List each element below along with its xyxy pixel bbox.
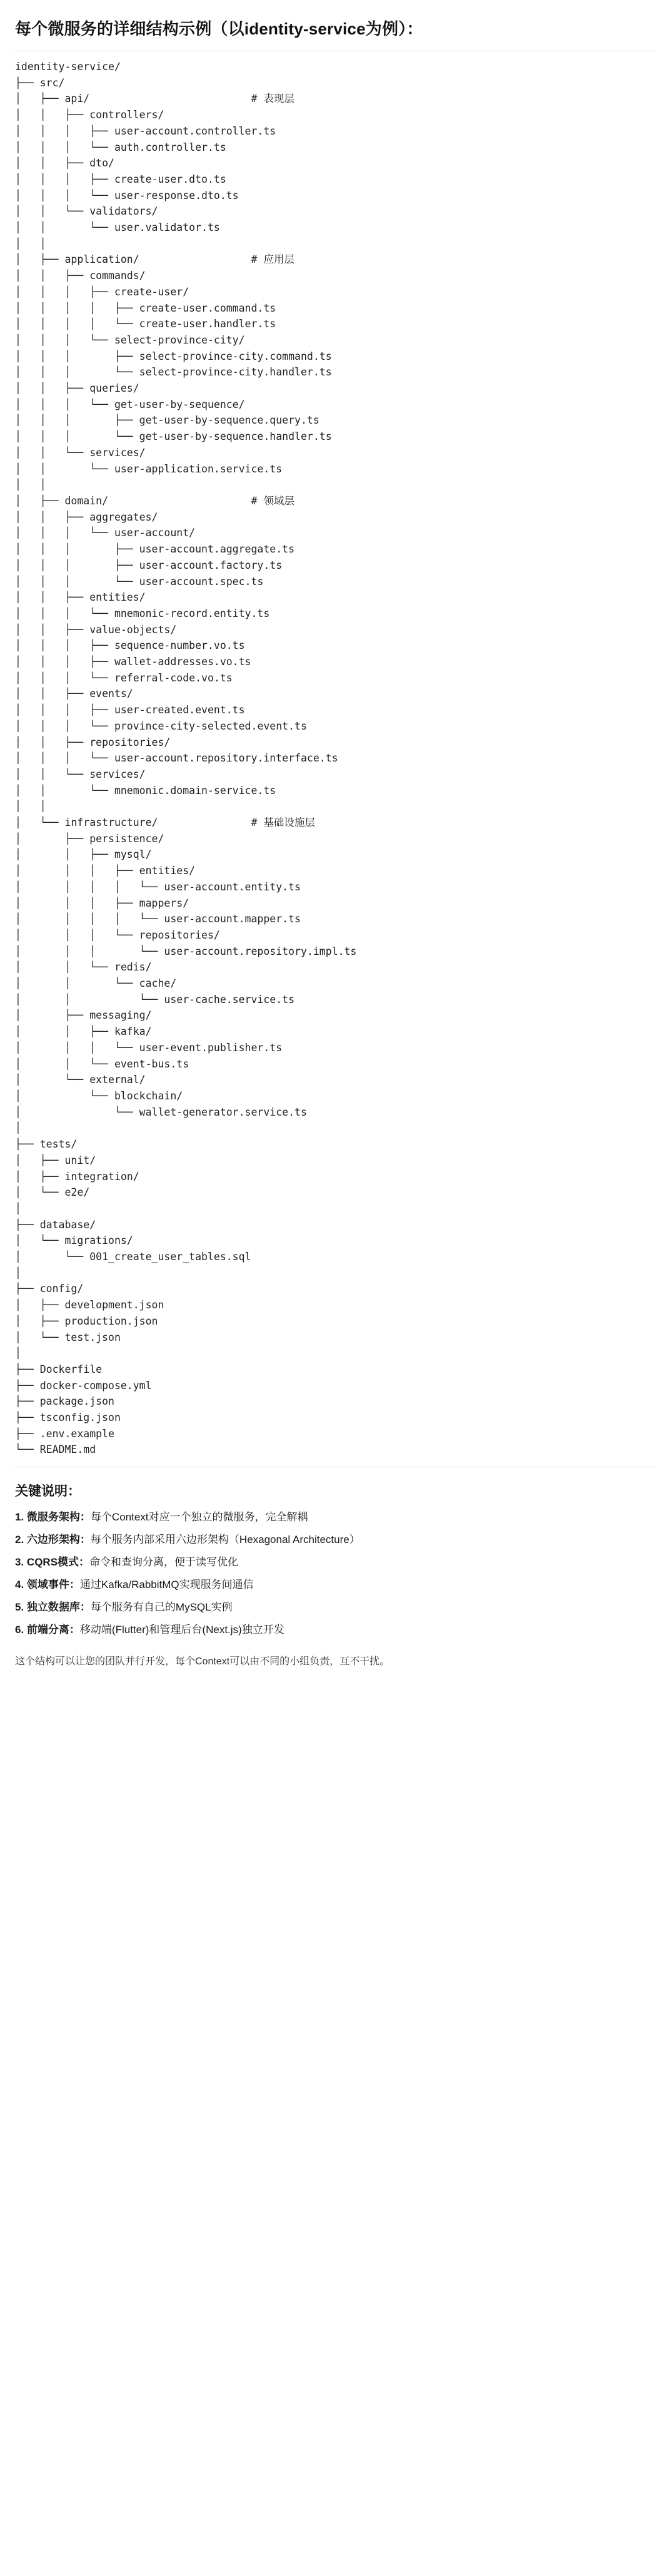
tree-line: │ │ │ ├── user-account.aggregate.ts (15, 543, 295, 556)
note-text: 每个Context对应一个独立的微服务，完全解耦 (90, 1511, 308, 1524)
note-item (15, 1574, 654, 1596)
directory-tree (0, 51, 669, 1467)
tree-line: └── README.md (15, 1443, 96, 1456)
tree-line: │ └── migrations/ (15, 1235, 133, 1247)
tree-line: │ │ │ └── user-account/ (15, 527, 196, 539)
tree-line: │ │ │ │ ├── create-user.command.ts (15, 302, 276, 314)
notes-title: 关键说明： (15, 1484, 81, 1499)
tree-line: │ │ │ └── auth.controller.ts (15, 141, 226, 153)
tree-line: │ │ (15, 479, 46, 491)
tree-line: │ │ │ └── user-account.repository.interface.ts (15, 752, 338, 765)
tree-line: │ │ │ └── mnemonic-record.entity.ts (15, 607, 270, 619)
note-item (15, 1619, 654, 1641)
note-item (15, 1506, 654, 1529)
tree-line: │ │ ├── mysql/ (15, 848, 152, 861)
tree-line: │ (15, 1122, 21, 1134)
tree-line: │ │ └── user-application.service.ts (15, 462, 283, 475)
tree-line: │ │ │ ├── entities/ (15, 865, 196, 877)
tree-line: │ │ │ │ └── user-account.mapper.ts (15, 913, 301, 925)
note-text: 通过Kafka/RabbitMQ实现服务间通信 (79, 1579, 254, 1591)
tree-line: │ │ │ ├── create-user/ (15, 285, 189, 298)
tree-line: │ │ │ └── get-user-by-sequence.handler.ts (15, 430, 332, 443)
tree-line: │ │ (15, 800, 46, 813)
note-label: 领域事件： (26, 1579, 80, 1591)
note-text: 每个服务有自己的MySQL实例 (90, 1601, 233, 1614)
tree-line: │ ├── integration/ (15, 1170, 139, 1183)
tree-line: │ │ ├── queries/ (15, 382, 139, 395)
tree-line: │ └── infrastructure/ # 基础设施层 (15, 817, 315, 829)
tree-line: │ │ (15, 237, 46, 250)
tree-line: ├── database/ (15, 1218, 96, 1231)
note-label: 六边形架构： (26, 1534, 91, 1546)
tree-line: │ └── test.json (15, 1331, 121, 1343)
tree-line: ├── docker-compose.yml (15, 1379, 152, 1392)
tree-line: │ (15, 1266, 21, 1279)
tree-line: │ │ │ │ └── create-user.handler.ts (15, 318, 276, 330)
footer-note: 这个结构可以让您的团队并行开发，每个Context可以由不同的小组负责，互不干扰。 (15, 1656, 390, 1667)
note-number: 3. (15, 1556, 24, 1569)
tree-line: │ └── wallet-generator.service.ts (15, 1106, 307, 1118)
tree-line: │ │ │ ├── user-account.factory.ts (15, 559, 283, 571)
tree-line: │ │ │ │ └── user-account.entity.ts (15, 880, 301, 893)
tree-line: │ │ │ └── select-province-city/ (15, 333, 245, 346)
tree-line: │ │ ├── entities/ (15, 591, 146, 604)
tree-line: ├── config/ (15, 1283, 84, 1295)
tree-line: │ │ ├── kafka/ (15, 1026, 152, 1038)
note-number: 6. (15, 1624, 24, 1636)
tree-line: │ │ │ ├── user-account.controller.ts (15, 125, 276, 137)
tree-line: │ │ │ └── user-account.spec.ts (15, 575, 264, 588)
note-item (15, 1551, 654, 1574)
tree-line: │ │ │ ├── mappers/ (15, 897, 189, 909)
tree-line: │ │ └── user.validator.ts (15, 221, 220, 234)
tree-line: ├── tests/ (15, 1138, 78, 1151)
tree-line: │ (15, 1347, 21, 1360)
tree-line: │ │ ├── value-objects/ (15, 623, 177, 636)
note-label: 微服务架构： (26, 1511, 91, 1524)
tree-line: │ └── external/ (15, 1074, 146, 1086)
tree-line: │ │ ├── aggregates/ (15, 511, 158, 523)
tree-line: │ │ │ └── user-event.publisher.ts (15, 1041, 283, 1054)
tree-line: ├── src/ (15, 76, 65, 89)
note-text: 命令和查询分离，便于读写优化 (89, 1556, 239, 1569)
tree-line: │ │ └── services/ (15, 446, 146, 459)
tree-line: │ │ │ ├── get-user-by-sequence.query.ts (15, 414, 319, 427)
notes-list (0, 1506, 669, 1645)
tree-line: │ │ └── cache/ (15, 977, 177, 990)
tree-line: │ │ │ ├── wallet-addresses.vo.ts (15, 656, 251, 668)
note-label: 独立数据库： (26, 1601, 91, 1614)
note-text: 移动端(Flutter)和管理后台(Next.js)独立开发 (79, 1624, 284, 1636)
note-number: 5. (15, 1601, 24, 1614)
tree-line: │ └── blockchain/ (15, 1090, 183, 1102)
note-text: 每个服务内部采用六边形架构（Hexagonal Architecture） (90, 1534, 360, 1546)
tree-line: │ │ └── event-bus.ts (15, 1057, 189, 1070)
tree-line: │ │ ├── repositories/ (15, 736, 171, 748)
tree-line: │ │ │ └── get-user-by-sequence/ (15, 398, 245, 410)
note-item (15, 1596, 654, 1619)
tree-line: │ │ │ └── repositories/ (15, 929, 220, 941)
tree-line: │ ├── domain/ # 领域层 (15, 494, 294, 507)
tree-line: │ │ └── validators/ (15, 205, 158, 218)
note-number: 2. (15, 1534, 24, 1546)
tree-line: │ │ │ ├── create-user.dto.ts (15, 173, 226, 185)
note-number: 1. (15, 1511, 24, 1524)
tree-line: │ │ │ ├── select-province-city.command.ts (15, 350, 332, 362)
tree-line: │ (15, 1202, 21, 1214)
note-label: CQRS模式： (26, 1556, 90, 1569)
tree-line: │ ├── persistence/ (15, 832, 164, 845)
tree-line: identity-service/ (15, 61, 121, 73)
tree-line: │ └── 001_create_user_tables.sql (15, 1251, 251, 1263)
tree-line: │ ├── unit/ (15, 1154, 96, 1166)
tree-line: │ └── e2e/ (15, 1186, 90, 1199)
tree-line: │ │ └── redis/ (15, 961, 152, 974)
tree-line: │ ├── production.json (15, 1315, 158, 1327)
tree-line: │ │ └── user-cache.service.ts (15, 993, 295, 1005)
tree-line: │ ├── messaging/ (15, 1009, 152, 1022)
tree-line: │ │ ├── dto/ (15, 157, 114, 170)
tree-line: │ │ │ └── referral-code.vo.ts (15, 671, 233, 684)
tree-line: ├── .env.example (15, 1427, 114, 1440)
page-title: 每个微服务的详细结构示例（以identity-service为例）： (15, 19, 423, 38)
tree-line: │ ├── api/ # 表现层 (15, 93, 294, 105)
tree-line: │ │ │ ├── user-created.event.ts (15, 704, 245, 716)
tree-line: │ │ │ └── select-province-city.handler.ts (15, 366, 332, 379)
tree-line: │ │ ├── controllers/ (15, 109, 164, 121)
tree-line: │ │ ├── events/ (15, 688, 133, 700)
tree-line: │ │ │ ├── sequence-number.vo.ts (15, 639, 245, 652)
tree-line: │ ├── application/ # 应用层 (15, 253, 294, 266)
tree-line: │ │ └── mnemonic.domain-service.ts (15, 784, 276, 797)
tree-line: │ │ │ └── user-account.repository.impl.ts (15, 945, 357, 957)
tree-line: │ │ ├── commands/ (15, 270, 146, 282)
note-label: 前端分离： (26, 1624, 80, 1636)
tree-line: │ │ │ └── province-city-selected.event.ts (15, 720, 307, 732)
note-number: 4. (15, 1579, 24, 1591)
tree-line: │ │ │ └── user-response.dto.ts (15, 189, 239, 201)
tree-line: ├── tsconfig.json (15, 1412, 121, 1424)
tree-line: │ ├── development.json (15, 1299, 164, 1311)
note-item (15, 1529, 654, 1551)
tree-line: ├── Dockerfile (15, 1363, 103, 1375)
tree-line: ├── package.json (15, 1395, 114, 1408)
tree-line: │ │ └── services/ (15, 768, 146, 780)
